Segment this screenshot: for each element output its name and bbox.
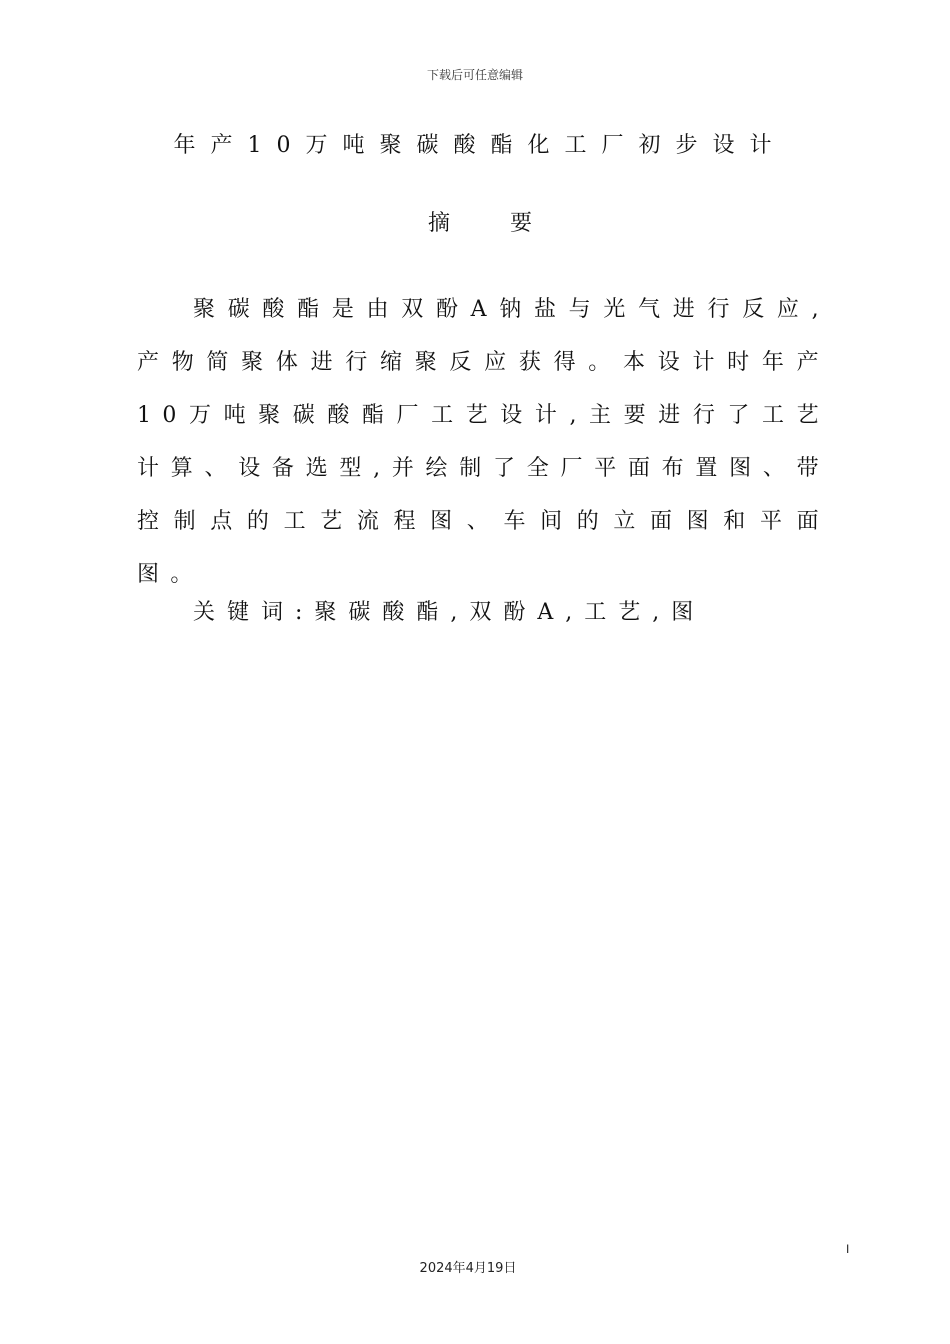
header-note: 下载后可任意编辑	[426, 68, 523, 82]
abstract-heading: 摘要	[427, 211, 592, 236]
keywords-line: 关键词:聚碳酸酯,双酚A,工艺,图	[193, 600, 706, 625]
page-number: I	[846, 1242, 850, 1256]
footer-date: 2024年4月19日	[419, 1261, 517, 1276]
document-title: 年产10万吨聚碳酸酯化工厂初步设计	[173, 133, 787, 158]
abstract-body: 聚碳酸酯是由双酚A钠盐与光气进行反应,产物简聚体进行缩聚反应获得。本设计时年产10万吨聚碳酸酯厂工艺设计,主要进行了工艺计算、设备选型,并绘制了全厂平面布置图、带控制点的工艺流程图、车间的立面图和平面图。	[137, 297, 830, 587]
